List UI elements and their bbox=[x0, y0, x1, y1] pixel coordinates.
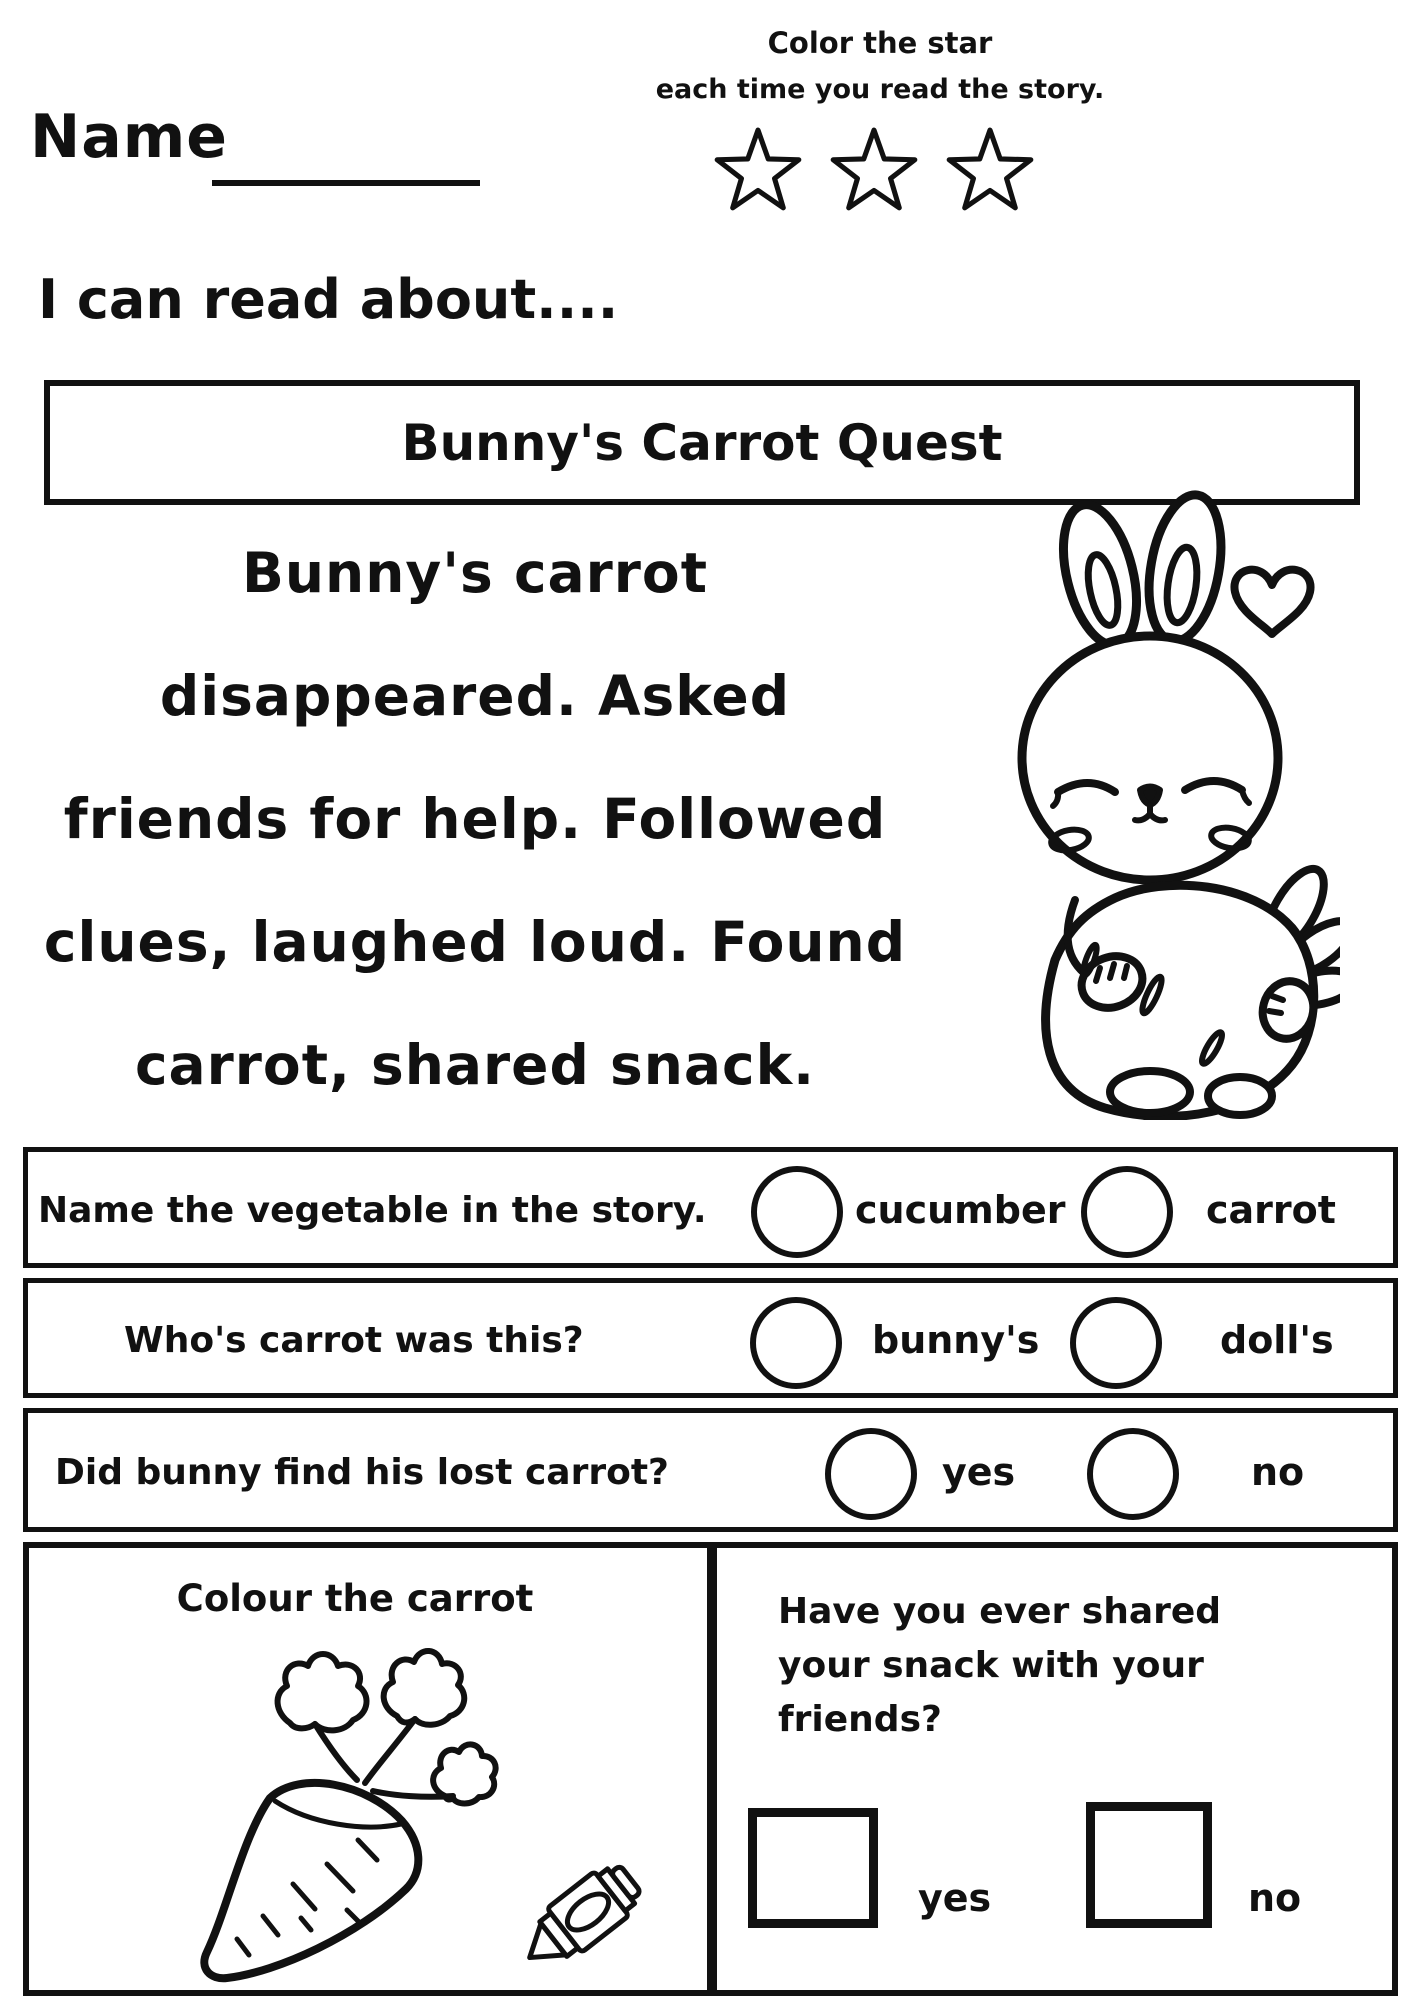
story-line: disappeared. Asked bbox=[159, 664, 791, 728]
question-text: Did bunny find his lost carrot? bbox=[55, 1452, 669, 1493]
answer-label: yes bbox=[942, 1450, 1016, 1494]
answer-label: bunny's bbox=[872, 1318, 1040, 1362]
colour-carrot-heading: Colour the carrot bbox=[176, 1577, 534, 1620]
checkbox-yes-label: yes bbox=[918, 1876, 992, 1920]
answer-label: no bbox=[1251, 1450, 1305, 1494]
page-prompt: I can read about.... bbox=[38, 268, 619, 331]
answer-label: carrot bbox=[1206, 1188, 1336, 1232]
star-icon[interactable] bbox=[712, 125, 804, 217]
star-instruction-line1: Color the star bbox=[767, 26, 993, 60]
name-label: Name bbox=[30, 102, 228, 172]
question-row bbox=[23, 1408, 1398, 1532]
story-line: friends for help. Followed bbox=[63, 787, 887, 851]
answer-circle-cucumber[interactable] bbox=[751, 1166, 843, 1258]
bunny-hugging-carrot-illustration bbox=[1000, 490, 1340, 1120]
answer-circle-yes[interactable] bbox=[825, 1428, 917, 1520]
carrot-outline-icon[interactable] bbox=[115, 1628, 515, 1983]
question-row bbox=[23, 1278, 1398, 1398]
answer-circle-carrot[interactable] bbox=[1081, 1166, 1173, 1258]
answer-circle-no[interactable] bbox=[1087, 1428, 1179, 1520]
star-icon[interactable] bbox=[828, 125, 920, 217]
checkbox-no[interactable] bbox=[1086, 1802, 1212, 1928]
heart-icon bbox=[1234, 570, 1310, 634]
answer-label: cucumber bbox=[855, 1188, 1066, 1232]
story-title: Bunny's Carrot Quest bbox=[401, 413, 1003, 472]
answer-circle-dolls[interactable] bbox=[1070, 1297, 1162, 1389]
story-line: Bunny's carrot bbox=[241, 541, 708, 605]
question-text: Who's carrot was this? bbox=[124, 1320, 584, 1361]
question-text: Name the vegetable in the story. bbox=[38, 1190, 707, 1231]
answer-label: doll's bbox=[1220, 1318, 1334, 1362]
story-line: carrot, shared snack. bbox=[134, 1033, 816, 1097]
question-row bbox=[23, 1147, 1398, 1268]
star-icon[interactable] bbox=[944, 125, 1036, 217]
checkbox-no-label: no bbox=[1248, 1876, 1302, 1920]
crayon-icon bbox=[498, 1832, 678, 1992]
checkbox-yes[interactable] bbox=[748, 1808, 878, 1928]
answer-circle-bunnys[interactable] bbox=[750, 1297, 842, 1389]
story-title-box bbox=[44, 380, 1360, 505]
story-line: clues, laughed loud. Found bbox=[43, 910, 907, 974]
name-write-line[interactable] bbox=[212, 180, 480, 186]
share-snack-question: Have you ever shared your snack with your friends? bbox=[778, 1591, 1222, 1740]
star-instruction-line2: each time you read the story. bbox=[655, 74, 1105, 105]
